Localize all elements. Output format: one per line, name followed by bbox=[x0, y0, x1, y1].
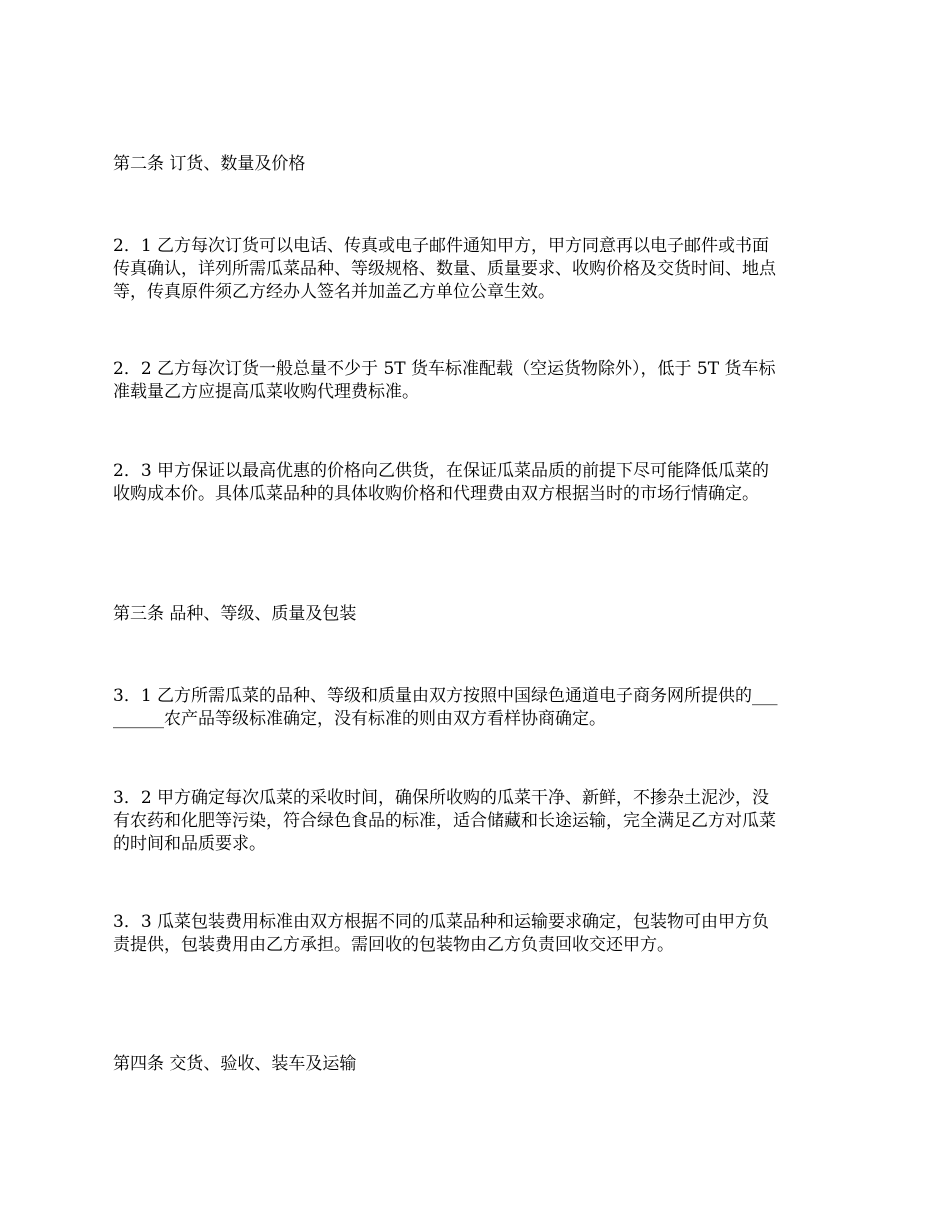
clause-3-1-line-2: ______农产品等级标准确定，没有标准的则由双方看样协商确定。 bbox=[113, 709, 606, 729]
clause-3-1-line-1: 3．1 乙方所需瓜菜的品种、等级和质量由双方按照中国绿色通道电子商务网所提供的___ bbox=[113, 686, 778, 706]
section-2-heading: 第二条 订货、数量及价格 bbox=[113, 154, 306, 174]
section-4-heading: 第四条 交货、验收、装车及运输 bbox=[113, 1054, 357, 1074]
clause-2-3-line-1: 2．3 甲方保证以最高优惠的价格向乙供货，在保证瓜菜品质的前提下尽可能降低瓜菜的 bbox=[113, 461, 770, 481]
clause-2-1-line-3: 等，传真原件须乙方经办人签名并加盖乙方单位公章生效。 bbox=[113, 282, 555, 302]
clause-2-3-line-2: 收购成本价。具体瓜菜品种的具体收购价格和代理费由双方根据当时的市场行情确定。 bbox=[113, 484, 759, 504]
clause-3-2-line-2: 有农药和化肥等污染，符合绿色食品的标准，适合储藏和长途运输，完全满足乙方对瓜菜 bbox=[113, 811, 776, 831]
clause-3-3-line-2: 责提供，包装费用由乙方承担。需回收的包装物由乙方负责回收交还甲方。 bbox=[113, 935, 674, 955]
clause-2-2-line-2: 准载量乙方应提高瓜菜收购代理费标准。 bbox=[113, 382, 419, 402]
clause-2-2-line-1: 2．2 乙方每次订货一般总量不少于 5T 货车标准配载（空运货物除外），低于 5T 货车标 bbox=[113, 359, 776, 379]
clause-3-3-line-1: 3．3 瓜菜包装费用标准由双方根据不同的瓜菜品种和运输要求确定，包装物可由甲方负 bbox=[113, 912, 770, 932]
clause-2-1-line-2: 传真确认，详列所需瓜菜品种、等级规格、数量、质量要求、收购价格及交货时间、地点 bbox=[113, 259, 776, 279]
section-3-heading: 第三条 品种、等级、质量及包装 bbox=[113, 604, 357, 624]
clause-3-2-line-3: 的时间和品质要求。 bbox=[113, 834, 266, 854]
clause-2-1-line-1: 2．1 乙方每次订货可以电话、传真或电子邮件通知甲方，甲方同意再以电子邮件或书面 bbox=[113, 236, 770, 256]
clause-3-2-line-1: 3．2 甲方确定每次瓜菜的采收时间，确保所收购的瓜菜干净、新鲜，不掺杂土泥沙，没 bbox=[113, 788, 770, 808]
